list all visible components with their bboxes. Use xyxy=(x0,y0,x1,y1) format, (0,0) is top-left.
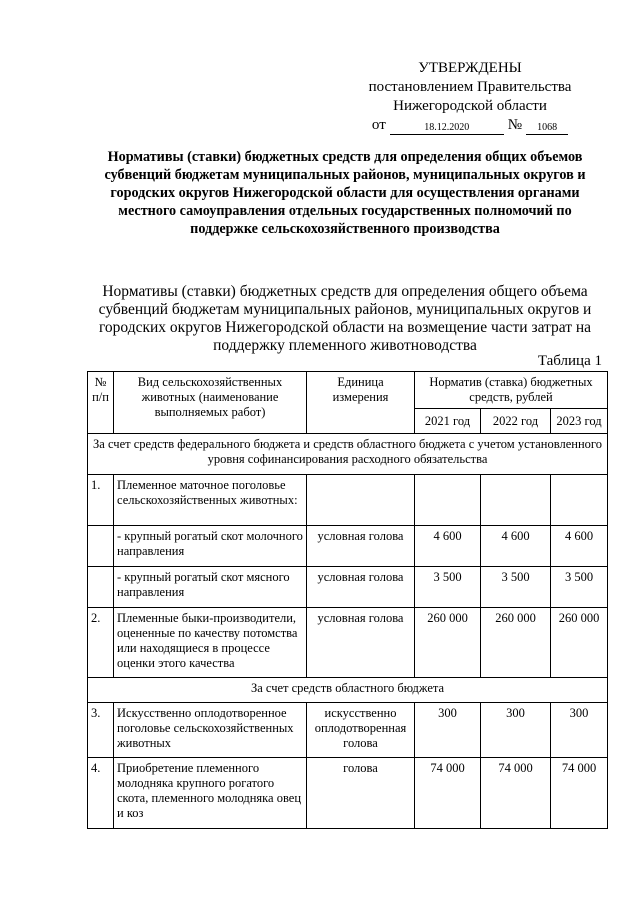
row-unit: условная голова xyxy=(307,608,415,678)
header-unit: Единица измерения xyxy=(307,372,415,434)
document-subtitle: Нормативы (ставки) бюджетных средств для определения общего объема субвенций бюджетам муниципальных районов, муниципальных округов и городских округов Нижегородской области на возмещение части затрат на поддержку племенного животноводства xyxy=(98,283,592,354)
row-name: Племенное маточное поголовье сельскохозяйственных животных: xyxy=(114,475,307,526)
row-name: Племенные быки-производители, оцененные по качеству потомства или находящиеся в процессе оценки этого качества xyxy=(114,608,307,678)
row-value-2022: 74 000 xyxy=(481,758,551,829)
section-federal-label: За счет средств федерального бюджета и средств областного бюджета с учетом установленного уровня софинансирования расходного обязательства xyxy=(88,434,608,475)
row-num: 1. xyxy=(88,475,114,526)
header-year-2022: 2022 год xyxy=(481,409,551,434)
table-label: Таблица 1 xyxy=(537,353,602,369)
row-value-2022: 3 500 xyxy=(481,567,551,608)
header-year-2021: 2021 год xyxy=(415,409,481,434)
row-name: - крупный рогатый скот молочного направления xyxy=(114,526,307,567)
row-name: Приобретение племенного молодняка крупного рогатого скота, племенного молодняка овец и коз xyxy=(114,758,307,829)
row-value-2021: 300 xyxy=(415,703,481,758)
norms-table xyxy=(87,371,608,829)
row-value-2022: 4 600 xyxy=(481,526,551,567)
row-value-2021: 74 000 xyxy=(415,758,481,829)
row-value-2022 xyxy=(481,475,551,526)
row-num: 3. xyxy=(88,703,114,758)
row-value-2021: 3 500 xyxy=(415,567,481,608)
table-row xyxy=(88,475,608,526)
row-num: 2. xyxy=(88,608,114,678)
section-row-regional xyxy=(88,678,608,703)
row-name: - крупный рогатый скот мясного направления xyxy=(114,567,307,608)
header-norm: Норматив (ставка) бюджетных средств, рублей xyxy=(415,372,608,409)
row-value-2022: 260 000 xyxy=(481,608,551,678)
row-name: Искусственно оплодотворенное поголовье сельскохозяйственных животных xyxy=(114,703,307,758)
approval-line-3: Нижегородской области xyxy=(393,98,547,114)
row-value-2021: 260 000 xyxy=(415,608,481,678)
table-row xyxy=(88,608,608,678)
approval-date-line xyxy=(360,116,580,135)
row-value-2023: 74 000 xyxy=(551,758,608,829)
table-row xyxy=(88,567,608,608)
row-value-2023 xyxy=(551,475,608,526)
row-num: 4. xyxy=(88,758,114,829)
approval-line-2: постановлением Правительства xyxy=(368,79,572,95)
row-value-2023: 300 xyxy=(551,703,608,758)
row-unit: условная голова xyxy=(307,567,415,608)
row-unit: голова xyxy=(307,758,415,829)
header-year-2023: 2023 год xyxy=(551,409,608,434)
section-row-federal xyxy=(88,434,608,475)
row-num xyxy=(88,567,114,608)
row-value-2023: 3 500 xyxy=(551,567,608,608)
row-unit: искусственно оплодотворенная голова xyxy=(307,703,415,758)
table-row xyxy=(88,526,608,567)
table-row xyxy=(88,758,608,829)
row-value-2023: 4 600 xyxy=(551,526,608,567)
row-unit xyxy=(307,475,415,526)
approval-block xyxy=(360,59,580,135)
section-regional-label: За счет средств областного бюджета xyxy=(88,678,608,703)
row-num xyxy=(88,526,114,567)
row-value-2023: 260 000 xyxy=(551,608,608,678)
approval-date: 18.12.2020 xyxy=(390,122,504,135)
header-num: № п/п xyxy=(88,372,114,434)
row-value-2021 xyxy=(415,475,481,526)
row-value-2021: 4 600 xyxy=(415,526,481,567)
row-unit: условная голова xyxy=(307,526,415,567)
approval-title: УТВЕРЖДЕНЫ xyxy=(418,60,522,76)
approval-number-sign: № xyxy=(507,117,523,133)
header-kind: Вид сельскохозяйственных животных (наименование выполняемых работ) xyxy=(114,372,307,434)
approval-number: 1068 xyxy=(526,122,568,135)
approval-from-label: от xyxy=(371,117,386,133)
table-row xyxy=(88,703,608,758)
document-title: Нормативы (ставки) бюджетных средств для определения общих объемов субвенций бюджетам муниципальных районов, муниципальных округов и городских округов Нижегородской области для осуществления органами местного самоуправления отдельных государственных полномочий по поддержке сельскохозяйственного производства xyxy=(104,149,586,237)
table-header-row xyxy=(88,372,608,409)
row-value-2022: 300 xyxy=(481,703,551,758)
